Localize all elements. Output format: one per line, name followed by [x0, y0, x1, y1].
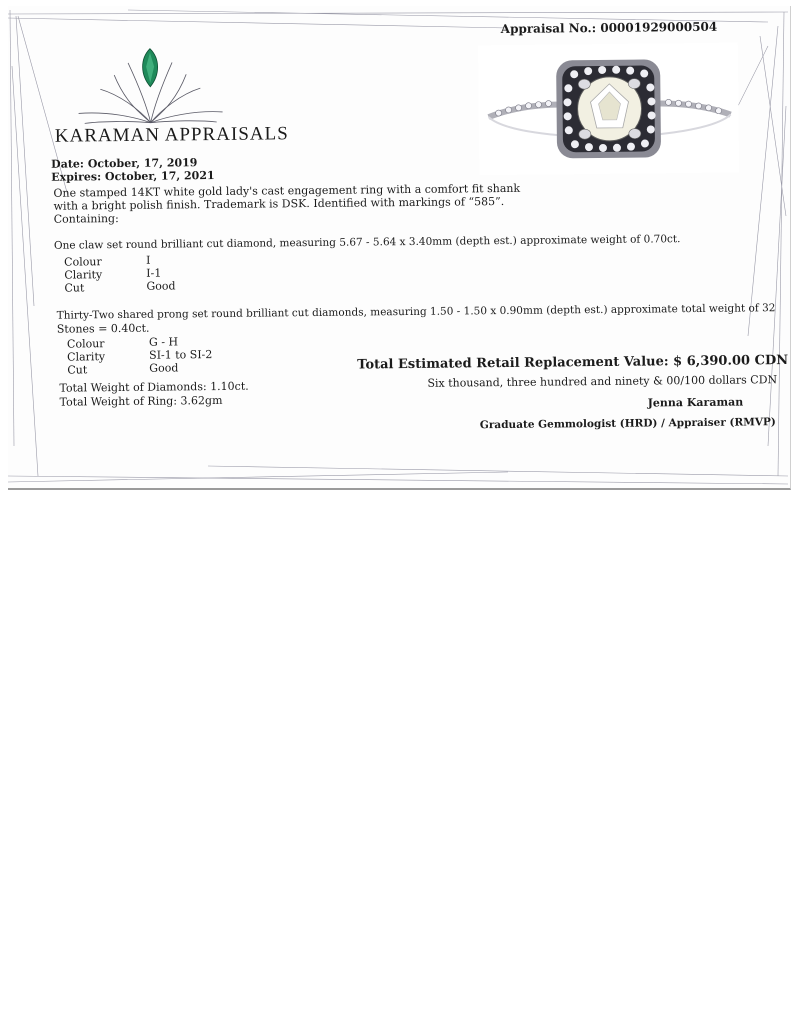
total-weight-diamonds: Total Weight of Diamonds: 1.10ct. [59, 379, 249, 395]
center-stone-cut-value: Good [146, 279, 176, 293]
appraiser-name: Jenna Karaman [647, 395, 744, 410]
total-value-amount: $ 6,390.00 CDN [673, 353, 789, 370]
total-value-label: Total Estimated Retail Replacement Value: [357, 354, 669, 373]
side-stones-clarity-label: Clarity [67, 350, 106, 364]
center-stone-colour-label: Colour [64, 255, 102, 269]
expiry-date [51, 169, 214, 184]
leaf-gem-logo-icon [70, 44, 231, 128]
description-line-1: One stamped 14KT white gold lady's cast engagement ring with a comfort fit shank [53, 181, 521, 200]
expires-label: Expires: [51, 170, 102, 184]
appraisal-number-label: Appraisal No.: [500, 21, 597, 37]
center-stone-description: One claw set round brilliant cut diamond, measuring 5.67 - 5.64 x 3.40mm (depth est.) approximate weight of 0.70ct. [53, 233, 681, 252]
description-line-2: with a bright polish finish. Trademark is DSK. Identified with markings of “585”. [53, 194, 505, 213]
center-stone-colour-value: I [146, 253, 151, 267]
side-stones-colour-label: Colour [66, 337, 105, 351]
expires-value: October, 17, 2021 [104, 169, 215, 184]
side-stones-description-line-2: Stones = 0.40ct. [56, 321, 150, 336]
appraisal-certificate [8, 6, 791, 490]
side-stones-colour-value: G - H [148, 335, 179, 349]
appraisal-number [501, 21, 718, 36]
total-weight-ring: Total Weight of Ring: 3.62gm [59, 393, 223, 409]
date-label: Date: [51, 157, 85, 171]
center-stone-clarity-value: I-1 [146, 266, 162, 280]
ring-photo-icon [478, 43, 739, 176]
appraisal-number-value: 00001929000504 [600, 19, 718, 35]
appraiser-title: Graduate Gemmologist (HRD) / Appraiser (RMVP) [479, 416, 776, 432]
total-value [357, 354, 788, 372]
side-stones-description-line-1: Thirty-Two shared prong set round brilliant cut diamonds, measuring 1.50 - 1.50 x 0.90mm (depth est.) approximate total weight of 32 [56, 302, 776, 322]
date-value: October, 17, 2019 [87, 156, 198, 171]
total-value-words: Six thousand, three hundred and ninety & 00/100 dollars CDN [427, 373, 778, 390]
side-stones-cut-label: Cut [67, 363, 88, 377]
side-stones-cut-value: Good [149, 361, 179, 375]
center-stone-clarity-label: Clarity [64, 268, 103, 282]
brand-name: KARAMAN APPRAISALS [54, 123, 289, 147]
center-stone-cut-label: Cut [64, 281, 85, 295]
side-stones-clarity-value: SI-1 to SI-2 [149, 348, 213, 362]
description-containing: Containing: [53, 212, 119, 226]
